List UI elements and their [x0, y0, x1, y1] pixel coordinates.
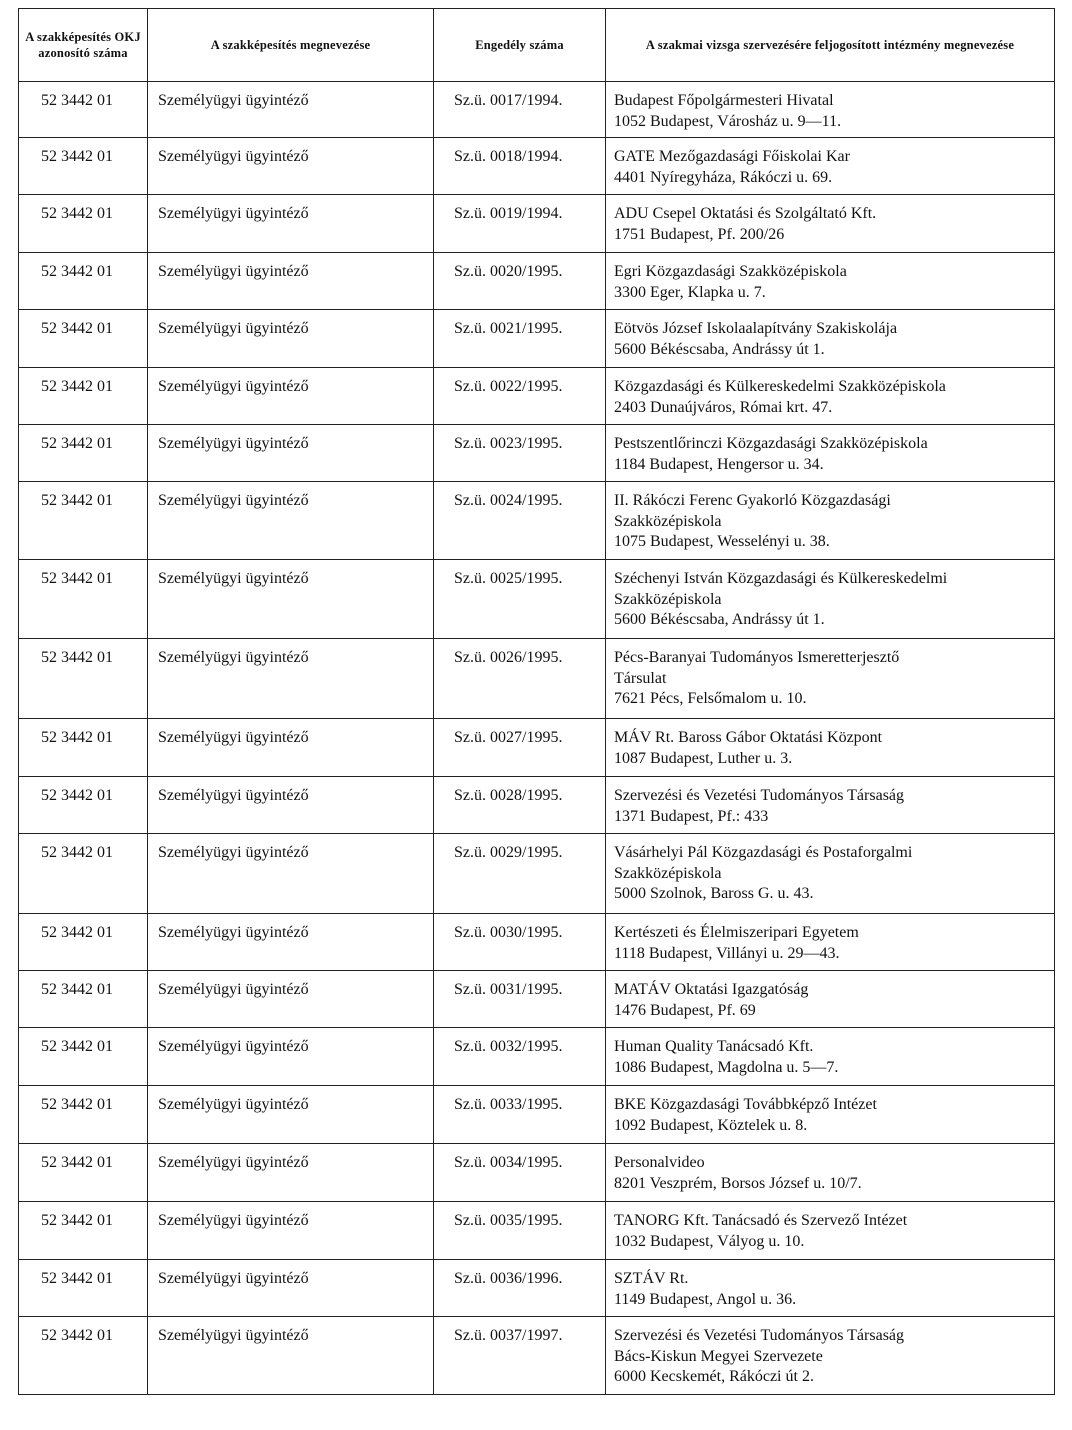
institution-name-line: Pécs-Baranyai Tudományos Ismeretterjesztő: [614, 649, 900, 666]
institution-address: 1032 Budapest, Vályog u. 10.: [614, 1232, 805, 1250]
institution-address: 4401 Nyíregyháza, Rákóczi u. 69.: [614, 168, 833, 186]
institution-cell: [606, 1202, 1055, 1260]
institution-address: 1087 Budapest, Luther u. 3.: [614, 749, 793, 767]
institution-cell: [606, 482, 1055, 560]
okj-code-cell: 52 3442 01: [19, 1260, 148, 1317]
institution-cell: [606, 639, 1055, 719]
qualification-cell: Személyügyi ügyintéző: [148, 482, 434, 560]
header-row: [19, 9, 1055, 82]
qualification-cell: Személyügyi ügyintéző: [148, 1202, 434, 1260]
permit-number-cell: Sz.ü. 0024/1995.: [434, 482, 606, 560]
institution-name-line: ADU Csepel Oktatási és Szolgáltató Kft.: [614, 205, 877, 222]
institution-cell: [606, 82, 1055, 138]
qualification-cell: Személyügyi ügyintéző: [148, 1028, 434, 1086]
institution-address: 5000 Szolnok, Baross G. u. 43.: [614, 885, 814, 902]
permit-number-cell: Sz.ü. 0022/1995.: [434, 368, 606, 425]
institution-name-line: Szakközépiskola: [614, 512, 722, 530]
permit-number-cell: Sz.ü. 0027/1995.: [434, 719, 606, 777]
table-row: [19, 777, 1055, 834]
okj-code-cell: 52 3442 01: [19, 482, 148, 560]
header-permit-number: Engedély száma: [434, 9, 606, 82]
institution-cell: [606, 560, 1055, 639]
okj-code-cell: 52 3442 01: [19, 1317, 148, 1395]
table-row: [19, 1260, 1055, 1317]
institution-name-line: Budapest Főpolgármesteri Hivatal: [614, 92, 834, 109]
table-row: [19, 1202, 1055, 1260]
institution-name-line: TANORG Kft. Tanácsadó és Szervező Intézet: [614, 1212, 908, 1229]
okj-code-cell: 52 3442 01: [19, 310, 148, 368]
institution-address: 5600 Békéscsaba, Andrássy út 1.: [614, 340, 825, 358]
okj-code-cell: 52 3442 01: [19, 425, 148, 482]
institution-cell: [606, 138, 1055, 195]
institution-address: 3300 Eger, Klapka u. 7.: [614, 283, 766, 301]
institution-cell: [606, 310, 1055, 368]
qualification-cell: Személyügyi ügyintéző: [148, 834, 434, 914]
qualification-cell: Személyügyi ügyintéző: [148, 1086, 434, 1144]
table-row: [19, 195, 1055, 253]
institution-cell: [606, 195, 1055, 253]
permit-number-cell: Sz.ü. 0029/1995.: [434, 834, 606, 914]
permit-number-cell: Sz.ü. 0021/1995.: [434, 310, 606, 368]
qualification-cell: Személyügyi ügyintéző: [148, 719, 434, 777]
okj-code-cell: 52 3442 01: [19, 1028, 148, 1086]
institution-name-line: MÁV Rt. Baross Gábor Oktatási Központ: [614, 729, 883, 746]
table-header: [19, 9, 1055, 82]
table-row: [19, 482, 1055, 560]
table-row: [19, 639, 1055, 719]
qualification-cell: Személyügyi ügyintéző: [148, 82, 434, 138]
institution-cell: [606, 1086, 1055, 1144]
institution-name-line: Szakközépiskola: [614, 864, 722, 882]
institution-name-line: II. Rákóczi Ferenc Gyakorló Közgazdasági: [614, 492, 891, 509]
institution-name-line: Szakközépiskola: [614, 590, 722, 608]
okj-code-cell: 52 3442 01: [19, 560, 148, 639]
institution-name-line: Társulat: [614, 669, 667, 687]
qualification-cell: Személyügyi ügyintéző: [148, 1317, 434, 1395]
institution-name-line: GATE Mezőgazdasági Főiskolai Kar: [614, 148, 850, 165]
qualification-cell: Személyügyi ügyintéző: [148, 914, 434, 971]
permit-number-cell: Sz.ü. 0030/1995.: [434, 914, 606, 971]
table-row: [19, 719, 1055, 777]
permit-number-cell: Sz.ü. 0026/1995.: [434, 639, 606, 719]
institution-cell: [606, 777, 1055, 834]
institution-name-line: Bács-Kiskun Megyei Szervezete: [614, 1347, 823, 1365]
table-row: [19, 1028, 1055, 1086]
institution-name-line: BKE Közgazdasági Továbbképző Intézet: [614, 1096, 877, 1113]
institution-address: 1052 Budapest, Városház u. 9—11.: [614, 112, 842, 130]
permit-number-cell: Sz.ü. 0025/1995.: [434, 560, 606, 639]
permit-number-cell: Sz.ü. 0035/1995.: [434, 1202, 606, 1260]
institution-address: 1371 Budapest, Pf.: 433: [614, 807, 769, 825]
permit-number-cell: Sz.ü. 0032/1995.: [434, 1028, 606, 1086]
header-okj-code: A szakképesítés OKJ azonosító száma: [19, 9, 148, 82]
permit-number-cell: Sz.ü. 0034/1995.: [434, 1144, 606, 1202]
institution-name-line: Szervezési és Vezetési Tudományos Társaság: [614, 1327, 905, 1344]
qualification-cell: Személyügyi ügyintéző: [148, 971, 434, 1028]
okj-code-cell: 52 3442 01: [19, 1144, 148, 1202]
institution-name-line: Szervezési és Vezetési Tudományos Társaság: [614, 787, 905, 804]
okj-code-cell: 52 3442 01: [19, 82, 148, 138]
institution-address: 1184 Budapest, Hengersor u. 34.: [614, 455, 824, 473]
institution-name-line: Kertészeti és Élelmiszeripari Egyetem: [614, 924, 859, 941]
table-row: [19, 560, 1055, 639]
okj-code-cell: 52 3442 01: [19, 138, 148, 195]
table-row: [19, 310, 1055, 368]
institution-name-line: SZTÁV Rt.: [614, 1270, 689, 1287]
permit-number-cell: Sz.ü. 0023/1995.: [434, 425, 606, 482]
table-row: [19, 1144, 1055, 1202]
qualification-cell: Személyügyi ügyintéző: [148, 560, 434, 639]
okj-code-cell: 52 3442 01: [19, 195, 148, 253]
qualification-cell: Személyügyi ügyintéző: [148, 138, 434, 195]
institution-address: 1118 Budapest, Villányi u. 29—43.: [614, 944, 840, 962]
permit-number-cell: Sz.ü. 0019/1994.: [434, 195, 606, 253]
table-row: [19, 425, 1055, 482]
qualification-cell: Személyügyi ügyintéző: [148, 253, 434, 310]
institution-address: 6000 Kecskemét, Rákóczi út 2.: [614, 1368, 814, 1385]
table-row: [19, 368, 1055, 425]
institution-address: 1751 Budapest, Pf. 200/26: [614, 225, 785, 243]
table-row: [19, 971, 1055, 1028]
table-row: [19, 1086, 1055, 1144]
institution-cell: [606, 253, 1055, 310]
institution-cell: [606, 971, 1055, 1028]
qualification-cell: Személyügyi ügyintéző: [148, 777, 434, 834]
okj-code-cell: 52 3442 01: [19, 719, 148, 777]
institution-address: 8201 Veszprém, Borsos József u. 10/7.: [614, 1174, 862, 1192]
institution-cell: [606, 1144, 1055, 1202]
institution-name-line: Personalvideo: [614, 1154, 705, 1171]
institution-name-line: Széchenyi István Közgazdasági és Külkereskedelmi: [614, 570, 948, 587]
okj-code-cell: 52 3442 01: [19, 971, 148, 1028]
institution-cell: [606, 1317, 1055, 1395]
permit-number-cell: Sz.ü. 0037/1997.: [434, 1317, 606, 1395]
institution-address: 1092 Budapest, Köztelek u. 8.: [614, 1116, 808, 1134]
registry-table: [18, 8, 1055, 1395]
table-row: [19, 138, 1055, 195]
institution-address: 1086 Budapest, Magdolna u. 5—7.: [614, 1058, 839, 1076]
qualification-cell: Személyügyi ügyintéző: [148, 195, 434, 253]
qualification-cell: Személyügyi ügyintéző: [148, 639, 434, 719]
institution-cell: [606, 719, 1055, 777]
permit-number-cell: Sz.ü. 0017/1994.: [434, 82, 606, 138]
institution-address: 1149 Budapest, Angol u. 36.: [614, 1290, 797, 1308]
permit-number-cell: Sz.ü. 0028/1995.: [434, 777, 606, 834]
institution-address: 2403 Dunaújváros, Római krt. 47.: [614, 398, 833, 416]
qualification-cell: Személyügyi ügyintéző: [148, 1144, 434, 1202]
table-row: [19, 1317, 1055, 1395]
qualification-cell: Személyügyi ügyintéző: [148, 425, 434, 482]
okj-code-cell: 52 3442 01: [19, 834, 148, 914]
institution-name-line: Eötvös József Iskolaalapítvány Szakiskolája: [614, 320, 898, 337]
institution-address: 7621 Pécs, Felsőmalom u. 10.: [614, 690, 807, 707]
institution-name-line: Vásárhelyi Pál Közgazdasági és Postaforgalmi: [614, 844, 913, 861]
qualification-cell: Személyügyi ügyintéző: [148, 1260, 434, 1317]
okj-code-cell: 52 3442 01: [19, 1086, 148, 1144]
okj-code-cell: 52 3442 01: [19, 253, 148, 310]
institution-cell: [606, 425, 1055, 482]
table-row: [19, 834, 1055, 914]
permit-number-cell: Sz.ü. 0018/1994.: [434, 138, 606, 195]
institution-name-line: Human Quality Tanácsadó Kft.: [614, 1038, 814, 1055]
permit-number-cell: Sz.ü. 0036/1996.: [434, 1260, 606, 1317]
okj-code-cell: 52 3442 01: [19, 639, 148, 719]
institution-address: 1075 Budapest, Wesselényi u. 38.: [614, 533, 830, 550]
okj-code-cell: 52 3442 01: [19, 914, 148, 971]
institution-address: 1476 Budapest, Pf. 69: [614, 1001, 756, 1019]
institution-cell: [606, 834, 1055, 914]
header-qualification-name: A szakképesítés megnevezése: [148, 9, 434, 82]
institution-name-line: Közgazdasági és Külkereskedelmi Szakközépiskola: [614, 378, 946, 395]
table-body: [19, 82, 1055, 1395]
institution-name-line: Egri Közgazdasági Szakközépiskola: [614, 263, 847, 280]
permit-number-cell: Sz.ü. 0033/1995.: [434, 1086, 606, 1144]
header-institution-name: A szakmai vizsga szervezésére feljogosított intézmény megnevezése: [606, 9, 1055, 82]
institution-address: 5600 Békéscsaba, Andrássy út 1.: [614, 611, 825, 628]
table-row: [19, 82, 1055, 138]
institution-cell: [606, 1260, 1055, 1317]
qualification-cell: Személyügyi ügyintéző: [148, 368, 434, 425]
table-row: [19, 914, 1055, 971]
institution-cell: [606, 368, 1055, 425]
qualification-cell: Személyügyi ügyintéző: [148, 310, 434, 368]
okj-code-cell: 52 3442 01: [19, 368, 148, 425]
table-row: [19, 253, 1055, 310]
institution-cell: [606, 914, 1055, 971]
permit-number-cell: Sz.ü. 0020/1995.: [434, 253, 606, 310]
institution-name-line: MATÁV Oktatási Igazgatóság: [614, 981, 809, 998]
institution-cell: [606, 1028, 1055, 1086]
permit-number-cell: Sz.ü. 0031/1995.: [434, 971, 606, 1028]
okj-code-cell: 52 3442 01: [19, 777, 148, 834]
institution-name-line: Pestszentlőrinczi Közgazdasági Szakközépiskola: [614, 435, 928, 452]
okj-code-cell: 52 3442 01: [19, 1202, 148, 1260]
